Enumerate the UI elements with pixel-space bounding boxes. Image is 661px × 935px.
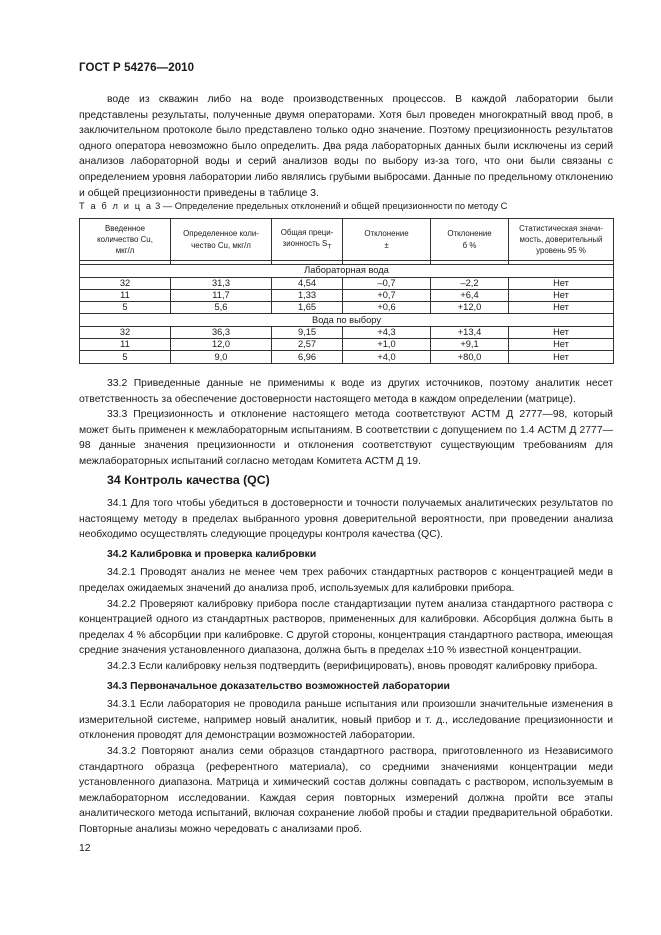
table-row [80, 339, 614, 351]
paragraph-33-3: 33.3 Прецизионность и отклонение настоящего метода соответствуют АСТМ Д 2777—98, который может быть применен к межлабораторным испытаниям. В соответствии с допущением по 1.4 АСТМ Д 2777—98 данные значения прецизионности и отклонения соответствуют существующим требованиям для межлабораторных испытаний согласно методам Комитета АСТМ Д 19. [79, 409, 613, 467]
table-cell: 11,7 [171, 289, 272, 301]
header-deviation-pct: Отклонение б % [431, 219, 509, 261]
paragraph-34-2-3: 34.2.3 Если калибровку нельзя подтвердить (верифицировать), вновь проводят калибровку прибора. [107, 660, 598, 672]
table-cell: +80,0 [431, 351, 509, 363]
paragraph-34-3-2: 34.3.2 Повторяют анализ семи образцов стандартного раствора, приготовленного из Независимого стандартного образца (референтного материала), со средними значениями концентрации меди установленного диапазона. Матрица и химический состав должны совпадать с раствором, используемым в межлабораторном исследовании. Каждая серия повторных измерений должна пройти все этапы аналитического метода испытаний, включая сохранение любой пробы и стадии предварительной обработки. Повторные анализы можно чередовать с анализами проб. [79, 745, 613, 835]
paragraph-34-3-1: 34.3.1 Если лаборатория не проводила раньше испытания или произошли значительные изменения в измерительной системе, например новый аналитик, новый прибор и т. д., исследование прецизионности и отклонения проводят для демонстрации возможностей лаборатории. [79, 699, 613, 742]
table-cell: 11 [80, 289, 171, 301]
table-cell: +1,0 [343, 339, 431, 351]
table-cell: 12,0 [171, 339, 272, 351]
table-cell: +4,3 [343, 326, 431, 338]
table-row [80, 289, 614, 301]
precision-table [79, 218, 614, 364]
header-added-cu: Введенное количество Cu, мкг/л [80, 219, 171, 261]
table-group-row [80, 265, 614, 278]
table-cell: –2,2 [431, 277, 509, 289]
table-cell: 9,0 [171, 351, 272, 363]
table-cell: +4,0 [343, 351, 431, 363]
table-cell: +6,4 [431, 289, 509, 301]
table-header-row [80, 219, 614, 261]
table-group-title: Лабораторная вода [80, 265, 614, 278]
table-cell: Нет [509, 326, 614, 338]
table-cell: Нет [509, 339, 614, 351]
table-cell: 32 [80, 277, 171, 289]
header-significance: Статистическая значи- мость, доверительный уровень 95 % [509, 219, 614, 261]
table-cell: Нет [509, 289, 614, 301]
table-cell: 1,65 [272, 302, 343, 314]
table-cell: 2,57 [272, 339, 343, 351]
subsection-34-3-title: 34.3 Первоначальное доказательство возможностей лаборатории [107, 680, 450, 692]
paragraph-34-2-2: 34.2.2 Проверяют калибровку прибора после стандартизации путем анализа стандартного раствора с концентрацией одного из стандартных растворов, примененных для калибровки. Абсорбция должна быть в пределах 4 % абсорбции при калибровке. С другой стороны, концентрация стандартного раствора, имеющая средние значения установленного диапазона, должна быть в пределах ±10 % известной концентрации. [79, 598, 613, 657]
intro-paragraph [79, 92, 613, 201]
table-cell: +9,1 [431, 339, 509, 351]
table-caption-label: Т а б л и ц а [79, 201, 153, 211]
table-cell: 36,3 [171, 326, 272, 338]
intro-text: воде из скважин либо на воде производственных процессов. В каждой лаборатории были представлены результаты, полученные двумя операторами. Хотя был проведен многократный ввод проб, в заключительном протоколе было представлено только одно значение. Поэтому прецизионность результатов одного оператора невозможно было определить. Два ряда лабораторных данных были исключены из серий анализов лабораторной воды и серий анализов воды по выбору из-за того, что они были связаны с определением уровня лаборатории либо являлись грубыми выбросами. Данные по предельному отклонению и общей прецизионности приведены в таблице 3. [79, 94, 613, 199]
header-deviation-abs: Отклонение ± [343, 219, 431, 261]
table-caption [79, 200, 613, 212]
table-cell: Нет [509, 351, 614, 363]
table-row [80, 277, 614, 289]
table-cell: +0,6 [343, 302, 431, 314]
table-cell: 31,3 [171, 277, 272, 289]
table-cell: 5 [80, 351, 171, 363]
table-cell: 11 [80, 339, 171, 351]
page-number: 12 [79, 843, 91, 854]
table-group-title: Вода по выбору [80, 314, 614, 327]
table-cell: 6,96 [272, 351, 343, 363]
after-table-paragraphs [79, 376, 613, 470]
header-total-precision: Общая преци- зионность $S_T$ [272, 219, 343, 261]
table-cell: Нет [509, 302, 614, 314]
table-caption-text: 3 — Определение предельных отклонений и общей прецизионности по методу С [152, 201, 508, 211]
paragraph-33-2: 33.2 Приведенные данные не применимы к воде из других источников, поэтому аналитик несет ответственность за обеспечение достоверности настоящего метода в каждом определении (матрице). [79, 378, 613, 405]
table-cell: 9,15 [272, 326, 343, 338]
section-34-body [79, 496, 613, 837]
table-cell: Нет [509, 277, 614, 289]
table-cell: 32 [80, 326, 171, 338]
table-cell: 5 [80, 302, 171, 314]
table-row [80, 351, 614, 363]
table-row [80, 302, 614, 314]
table-group-row [80, 314, 614, 327]
document-header: ГОСТ Р 54276—2010 [79, 62, 195, 74]
header-determined-cu: Определенное коли- чество Cu, мкг/л [171, 219, 272, 261]
table-cell: +0,7 [343, 289, 431, 301]
table-cell: 5,6 [171, 302, 272, 314]
paragraph-34-2-1: 34.2.1 Проводят анализ не менее чем трех рабочих стандартных растворов с концентрацией меди в пределах ожидаемых значений до анализа проб, используемых для калибровки прибора. [79, 567, 613, 594]
table-cell: +13,4 [431, 326, 509, 338]
table-cell: +12,0 [431, 302, 509, 314]
paragraph-34-1: 34.1 Для того чтобы убедиться в достоверности и точности получаемых аналитических результатов по настоящему методу в пределах выбранного уровня доверительной вероятности, при проведении анализа необходимо осуществлять следующие процедуры контроля качества (QC). [79, 498, 613, 541]
table-cell: 4,54 [272, 277, 343, 289]
subsection-34-2-title: 34.2 Калибровка и проверка калибровки [107, 548, 317, 560]
section-34-title: 34 Контроль качества (QC) [107, 473, 270, 487]
table-cell: –0,7 [343, 277, 431, 289]
table-cell: 1,33 [272, 289, 343, 301]
table-row [80, 326, 614, 338]
table-body [80, 265, 614, 364]
